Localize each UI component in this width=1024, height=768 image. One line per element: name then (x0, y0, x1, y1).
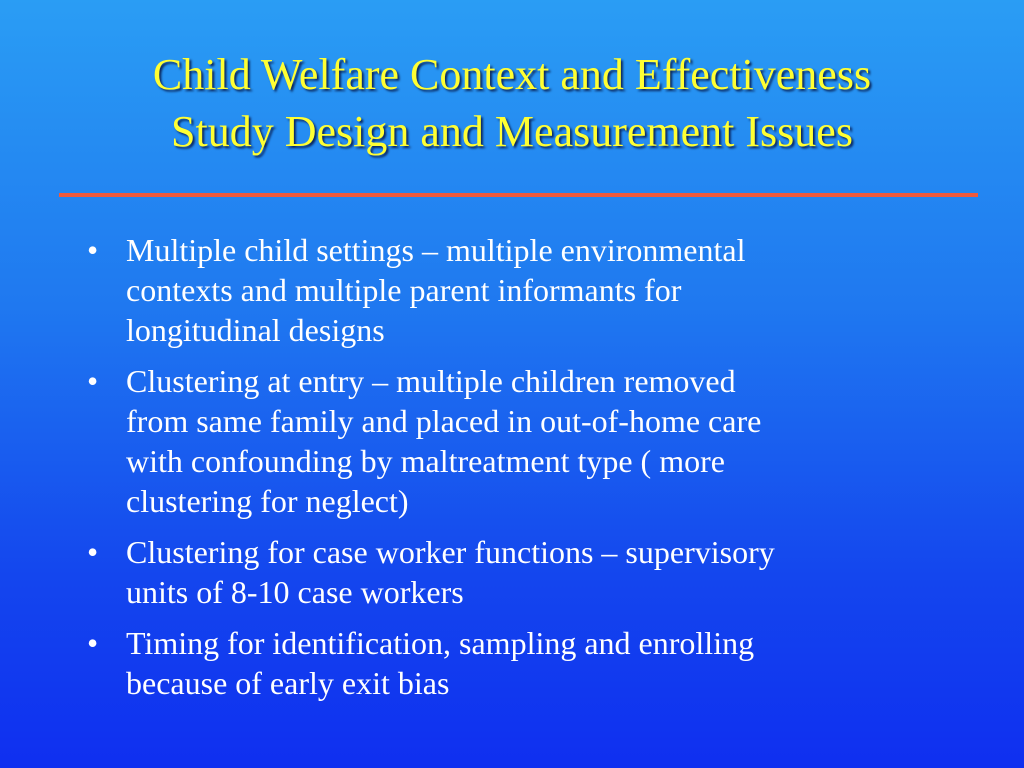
bullet-text-line: Clustering at entry – multiple children removed (126, 363, 736, 399)
bullet-item (82, 361, 962, 521)
bullet-text-line: Multiple child settings – multiple environmental (126, 232, 746, 268)
bullet-list (82, 230, 962, 714)
bullet-text-line: clustering for neglect) (126, 483, 409, 519)
bullet-text-line: Clustering for case worker functions – supervisory (126, 534, 775, 570)
bullet-text-line: with confounding by maltreatment type ( more (126, 443, 725, 479)
title-divider (59, 193, 978, 197)
bullet-text-line: contexts and multiple parent informants for (126, 272, 682, 308)
bullet-text-line: from same family and placed in out-of-home care (126, 403, 762, 439)
title-line-2: Study Design and Measurement Issues (171, 107, 853, 156)
bullet-text-line: units of 8-10 case workers (126, 574, 464, 610)
title-line-1: Child Welfare Context and Effectiveness (152, 50, 872, 99)
bullet-text-line: Timing for identification, sampling and enrolling (126, 625, 755, 661)
bullet-item (82, 230, 962, 350)
bullet-item (82, 532, 962, 612)
slide-title (40, 46, 984, 160)
bullet-dot-icon: • (87, 363, 99, 399)
bullet-text-line: longitudinal designs (126, 312, 385, 348)
bullet-dot-icon: • (87, 534, 99, 570)
bullet-dot-icon: • (87, 625, 99, 661)
bullet-dot-icon: • (87, 232, 99, 268)
bullet-item (82, 623, 962, 703)
bullet-text-line: because of early exit bias (126, 665, 450, 701)
